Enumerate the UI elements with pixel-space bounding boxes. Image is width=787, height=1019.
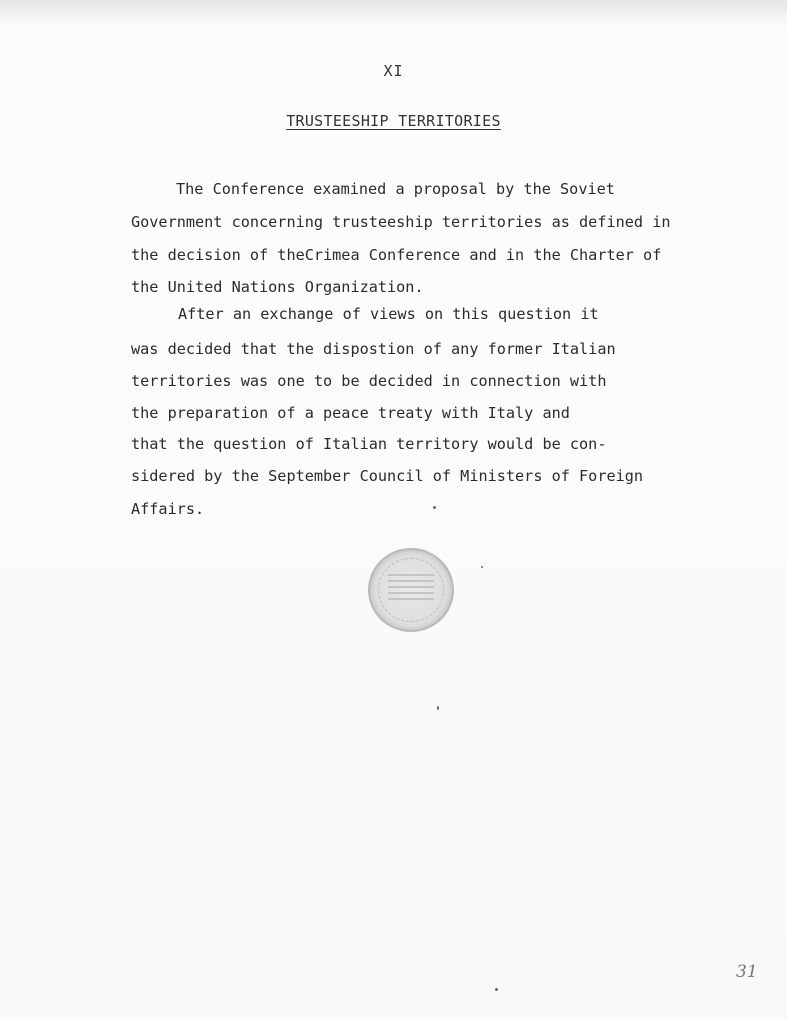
scan-speck (433, 506, 436, 509)
section-title (0, 112, 787, 130)
library-stamp (368, 548, 454, 632)
paragraph-1-line-1: The Conference examined a proposal by the Soviet (176, 180, 615, 198)
paragraph-1-line-3: the decision of theCrimea Conference and in the Charter of (131, 246, 662, 264)
paragraph-2-line-6: sidered by the September Council of Ministers of Foreign (131, 467, 644, 485)
section-title-text: TRUSTEESHIP TERRITORIES (286, 112, 501, 130)
scan-speck (437, 706, 439, 710)
section-number: XI (383, 62, 404, 80)
paragraph-2-line-2: was decided that the dispostion of any former Italian (131, 340, 616, 358)
paragraph-2-line-1: After an exchange of views on this question it (178, 305, 599, 323)
paragraph-2-line-7: Affairs. (131, 500, 205, 518)
paragraph-2-line-4: the preparation of a peace treaty with Italy and (131, 404, 570, 422)
scan-edge-shadow (0, 0, 787, 22)
page-number: 31 (736, 962, 758, 982)
paragraph-1-line-2: Government concerning trusteeship territories as defined in (131, 213, 671, 231)
paragraph-2-line-3: territories was one to be decided in connection with (131, 372, 607, 390)
scan-speck (495, 988, 498, 991)
scan-speck (481, 566, 483, 568)
paragraph-2-line-5: that the question of Italian territory would be con- (131, 435, 607, 453)
paragraph-1-line-4: the United Nations Organization. (131, 278, 424, 296)
stamp-text-marks (388, 574, 434, 604)
